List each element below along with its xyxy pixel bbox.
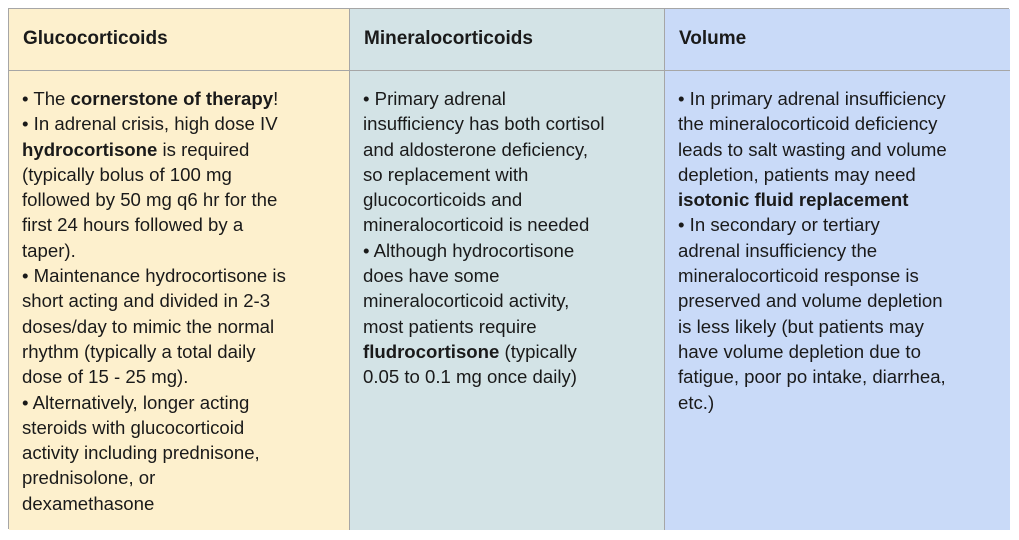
text-line: rhythm (typically a total daily	[22, 340, 256, 362]
text-line: adrenal insufficiency the	[678, 239, 878, 261]
text-line: mineralocorticoid activity,	[363, 290, 570, 312]
volume-cell	[665, 71, 1010, 530]
text-line: short acting and divided in 2-3	[22, 290, 271, 312]
text-line: is less likely (but patients may	[678, 315, 924, 337]
header-volume: Volume	[665, 9, 1010, 71]
text-line: preserved and volume depletion	[678, 290, 943, 312]
text-line: glucocorticoids and	[363, 189, 523, 211]
header-mineralocorticoids: Mineralocorticoids	[350, 9, 665, 71]
text-line: most patients require	[363, 315, 537, 337]
bold-phrase: cornerstone of therapy	[70, 88, 274, 109]
text-line: • In primary adrenal insufficiency	[678, 88, 946, 109]
text-line: mineralocorticoid is needed	[363, 214, 590, 236]
text-line: (typically bolus of 100 mg	[22, 163, 232, 185]
text-line: depletion, patients may need	[678, 163, 916, 185]
mineralocorticoids-cell	[350, 71, 665, 530]
text-line: hydrocortisone is required	[22, 138, 250, 160]
text-line: • The cornerstone of therapy!	[22, 88, 279, 109]
glucocorticoids-cell	[9, 71, 350, 530]
text-line: fatigue, poor po intake, diarrhea,	[678, 366, 946, 388]
text-line: insufficiency has both cortisol	[363, 113, 605, 135]
bold-phrase: isotonic fluid replacement	[678, 189, 909, 211]
treatment-table	[8, 8, 1009, 529]
text-line: 0.05 to 0.1 mg once daily)	[363, 366, 577, 388]
text-line: • In secondary or tertiary	[678, 214, 880, 236]
text-line: steroids with glucocorticoid	[22, 416, 245, 438]
bold-phrase: hydrocortisone	[22, 138, 158, 160]
text-line: activity including prednisone,	[22, 442, 260, 464]
text-line: • Maintenance hydrocortisone is	[22, 265, 286, 287]
text-line: so replacement with	[363, 163, 529, 185]
text-line: have volume depletion due to	[678, 340, 921, 362]
text-line: fludrocortisone (typically	[363, 340, 577, 362]
text-line: taper).	[22, 239, 76, 261]
bold-phrase: fludrocortisone	[363, 340, 500, 362]
text-line: doses/day to mimic the normal	[22, 315, 275, 337]
header-glucocorticoids: Glucocorticoids	[9, 9, 350, 71]
text-line: dose of 15 - 25 mg).	[22, 366, 189, 388]
text-line	[678, 187, 1002, 212]
text-line: • Alternatively, longer acting	[22, 391, 250, 413]
text-line: dexamethasone	[22, 492, 155, 514]
text-line: • Primary adrenal	[363, 88, 506, 109]
text-line: leads to salt wasting and volume	[678, 138, 947, 160]
text-line: prednisolone, or	[22, 467, 156, 489]
text-line: the mineralocorticoid deficiency	[678, 113, 938, 135]
text-line: first 24 hours followed by a	[22, 214, 244, 236]
text-line: etc.)	[678, 391, 715, 413]
text-line: mineralocorticoid response is	[678, 265, 919, 287]
text-line: • In adrenal crisis, high dose IV	[22, 113, 278, 135]
text-line: and aldosterone deficiency,	[363, 138, 588, 160]
text-line: does have some	[363, 265, 500, 287]
text-line: • Although hydrocortisone	[363, 239, 575, 261]
text-line: followed by 50 mg q6 hr for the	[22, 189, 278, 211]
